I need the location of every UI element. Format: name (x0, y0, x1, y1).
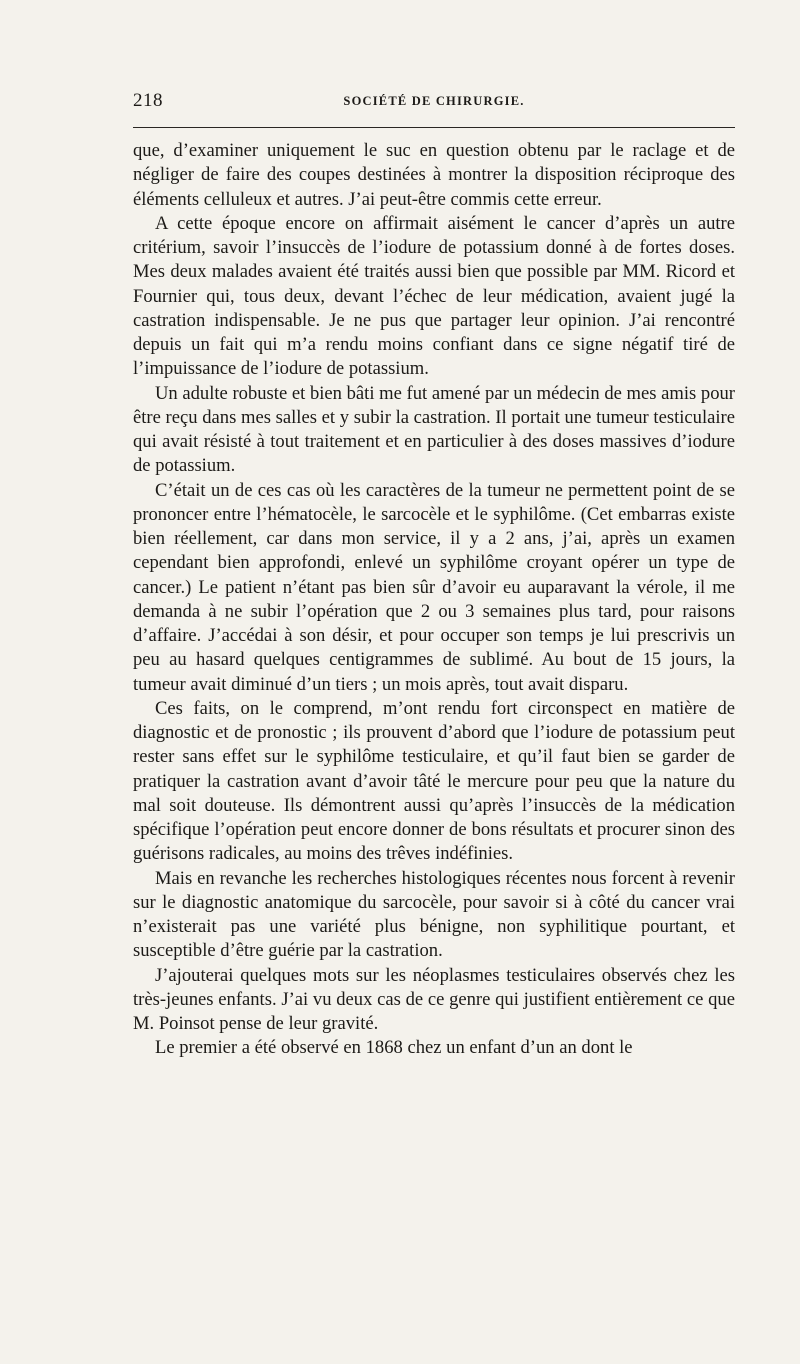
paragraph: C’était un de ces cas où les caractères de la tumeur ne permettent point de se prononcer entre l’hématocèle, le sarcocèle et le syphilôme. (Cet embarras existe bien réellement, car dans mon service, il y a 2 ans, j’ai, après un examen cependant bien approfondi, enlevé un syphilôme croyant opérer un type de cancer.) Le patient n’étant pas bien sûr d’avoir eu auparavant la vérole, il me demanda à ne subir l’opération que 2 ou 3 semaines plus tard, pour raisons d’affaire. J’accédai à son désir, et pour occuper son temps je lui prescrivis un peu au hasard quelques centigrammes de sublimé. Au bout de 15 jours, la tumeur avait diminué d’un tiers ; un mois après, tout avait disparu. (133, 479, 735, 695)
paragraph: A cette époque encore on affirmait aisément le cancer d’après un autre critérium, savoir l’insuccès de l’iodure de potassium donné à de fortes doses. Mes deux malades avaient été traités aussi bien que possible par MM. Ricord et Fournier qui, tous deux, devant l’échec de leur médication, avaient jugé la castration indispensable. Je ne pus que partager leur opinion. J’ai rencontré depuis un fait qui m’a rendu moins confiant dans ce signe négatif tiré de l’impuissance de l’iodure de potassium. (133, 212, 735, 380)
paragraph: Ces faits, on le comprend, m’ont rendu fort circonspect en matière de diagnostic et de pronostic ; ils prouvent d’abord que l’iodure de potassium peut rester sans effet sur le syphilôme testiculaire, et qu’il faut bien se garder de pratiquer la castration avant d’avoir tâté le mercure pour peu que la nature du mal soit douteuse. Ils démontrent aussi qu’après l’insuccès de la médication spécifique l’opération peut encore donner de bons résultats et procurer sinon des guérisons radicales, au moins des trêves indéfinies. (133, 697, 735, 865)
running-title: SOCIÉTÉ DE CHIRURGIE. (343, 94, 525, 108)
paragraph: Le premier a été observé en 1868 chez un enfant d’un an dont le (155, 1037, 633, 1059)
paragraph: Mais en revanche les recherches histologiques récentes nous forcent à revenir sur le diagnostic anatomique du sarcocèle, pour savoir si à côté du cancer vrai n’existerait pas une variété plus bénigne, non syphilitique pourtant, et susceptible d’être guérie par la castration. (133, 867, 735, 962)
paragraph: Un adulte robuste et bien bâti me fut amené par un médecin de mes amis pour être reçu dans mes salles et y subir la castration. Il portait une tumeur testiculaire qui avait résisté à tout traitement et en particulier à des doses massives d’iodure de potassium. (133, 382, 735, 477)
page-number: 218 (133, 90, 163, 111)
header-rule (133, 127, 735, 128)
paragraph-continued: que, d’examiner uniquement le suc en question obtenu par le raclage et de négliger de faire des coupes destinées à montrer la disposition réciproque des éléments celluleux et autres. J’ai peut-être commis cette erreur. (133, 140, 735, 210)
body-text (133, 139, 735, 1061)
page-header (133, 86, 735, 118)
paragraph: J’ajouterai quelques mots sur les néoplasmes testiculaires observés chez les très-jeunes enfants. J’ai vu deux cas de ce genre qui justifient entièrement ce que M. Poinsot pense de leur gravité. (133, 964, 735, 1034)
